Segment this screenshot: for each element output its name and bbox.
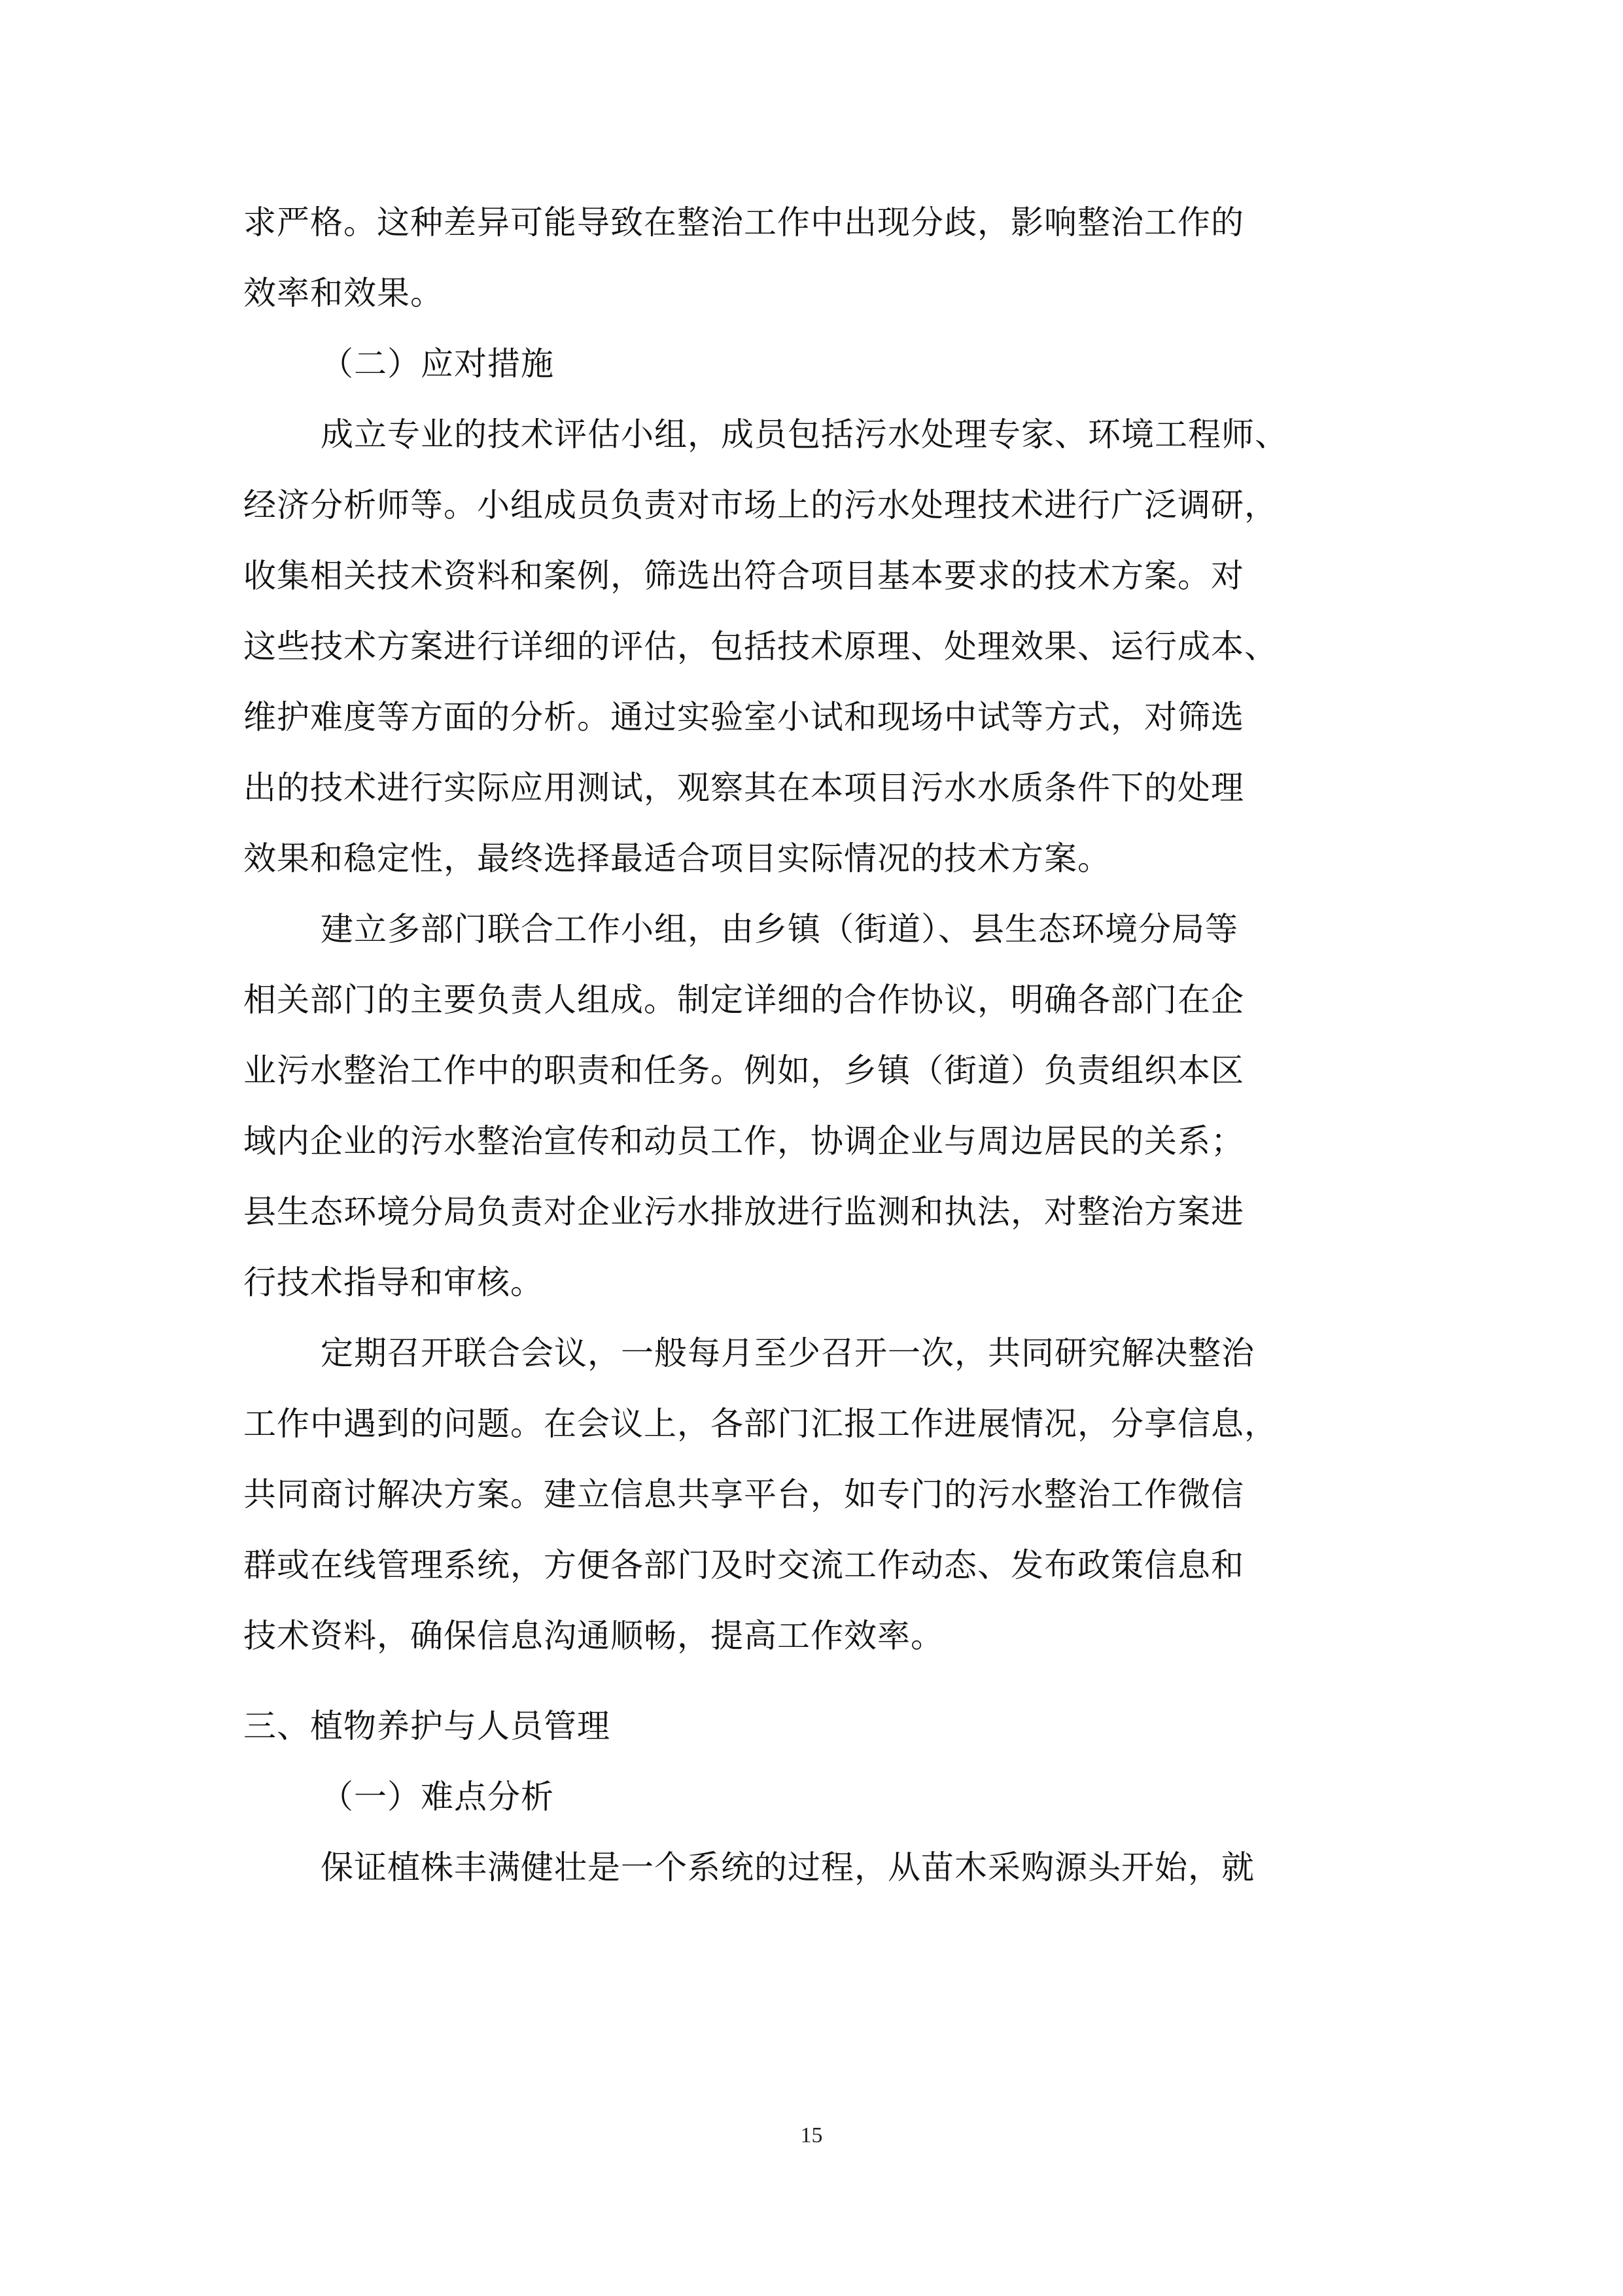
text-line: 这些技术方案进行详细的评估，包括技术原理、处理效果、运行成本、 — [243, 627, 1278, 665]
text-line: 收集相关技术资料和案例，筛选出符合项目基本要求的技术方案。对 — [243, 557, 1244, 595]
text-line: 保证植株丰满健壮是一个系统的过程，从苗木采购源头开始，就 — [321, 1848, 1255, 1886]
text-line: 业污水整治工作中的职责和任务。例如，乡镇（街道）负责组织本区 — [243, 1051, 1244, 1089]
text-line: 维护难度等方面的分析。通过实验室小试和现场中试等方式，对筛选 — [243, 698, 1244, 736]
text-line: 效率和效果。 — [243, 274, 444, 312]
text-line: 群或在线管理系统，方便各部门及时交流工作动态、发布政策信息和 — [243, 1546, 1244, 1584]
section-subheading: （二）应对措施 — [321, 345, 554, 383]
text-line: 域内企业的污水整治宣传和动员工作，协调企业与周边居民的关系； — [243, 1122, 1244, 1160]
text-line: 工作中遇到的问题。在会议上，各部门汇报工作进展情况，分享信息， — [243, 1405, 1278, 1443]
text-line: 县生态环境分局负责对企业污水排放进行监测和执法，对整治方案进 — [243, 1193, 1244, 1231]
text-line: 相关部门的主要负责人组成。制定详细的合作协议，明确各部门在企 — [243, 981, 1244, 1019]
text-line: 行技术指导和审核。 — [243, 1263, 544, 1301]
section-subheading: （一）难点分析 — [321, 1778, 554, 1816]
text-line: 成立专业的技术评估小组，成员包括污水处理专家、环境工程师、 — [321, 415, 1288, 453]
text-line: 出的技术进行实际应用测试，观察其在本项目污水水质条件下的处理 — [243, 769, 1244, 807]
text-line: 定期召开联合会议，一般每月至少召开一次，共同研究解决整治 — [321, 1334, 1255, 1372]
text-line: 共同商讨解决方案。建立信息共享平台，如专门的污水整治工作微信 — [243, 1475, 1244, 1513]
text-line: 经济分析师等。小组成员负责对市场上的污水处理技术进行广泛调研， — [243, 486, 1278, 524]
text-line: 技术资料，确保信息沟通顺畅，提高工作效率。 — [243, 1617, 944, 1655]
text-line: 效果和稳定性，最终选择最适合项目实际情况的技术方案。 — [243, 839, 1111, 877]
text-line: 建立多部门联合工作小组，由乡镇（街道）、县生态环境分局等 — [321, 910, 1238, 948]
section-heading: 三、植物养护与人员管理 — [243, 1707, 610, 1745]
text-line: 求严格。这种差异可能导致在整治工作中出现分歧，影响整治工作的 — [243, 203, 1244, 241]
page-number: 15 — [800, 2123, 823, 2147]
